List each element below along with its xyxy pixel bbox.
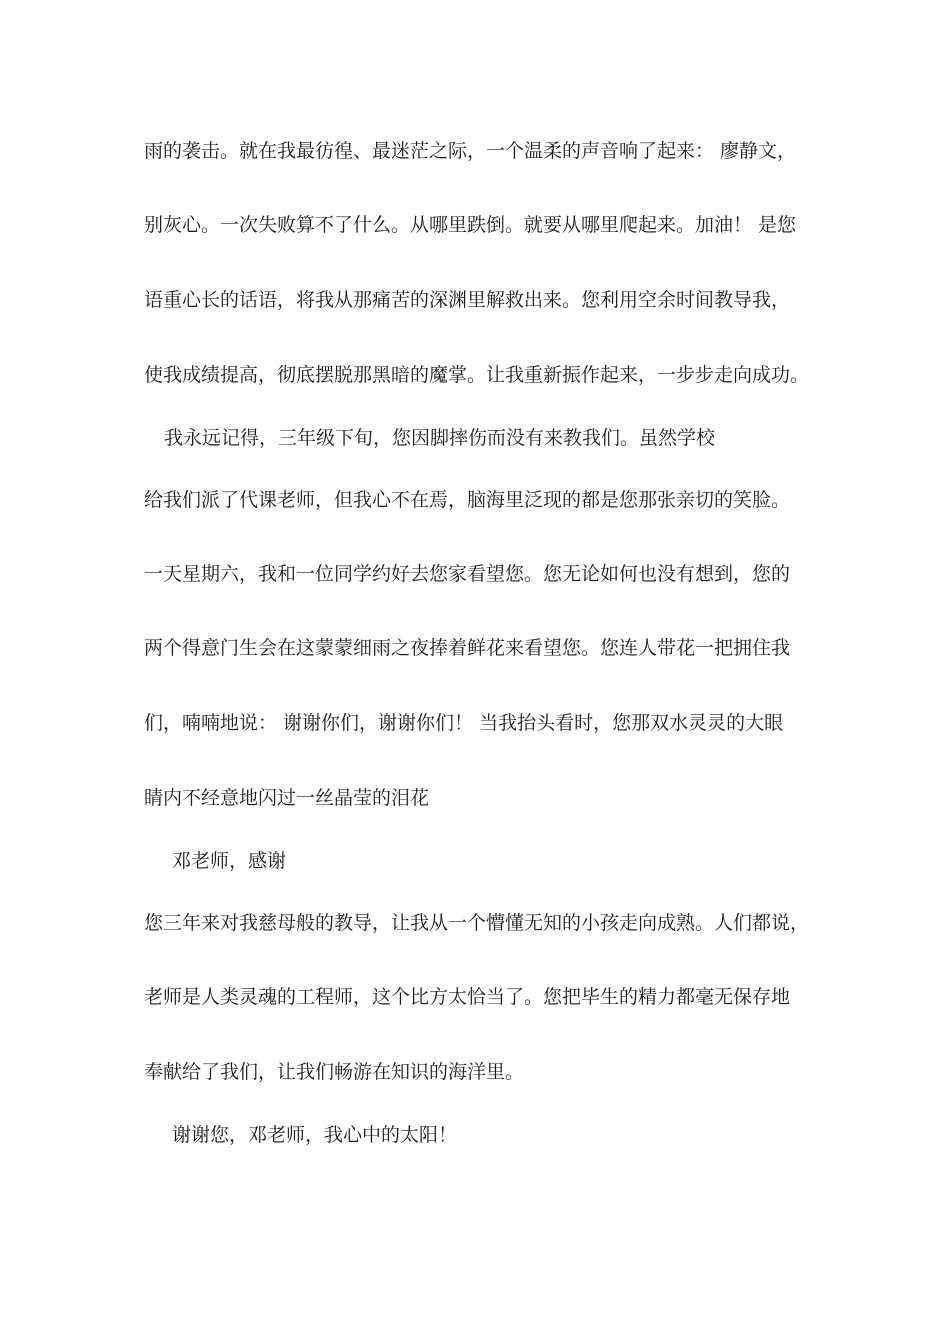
text-line: 谢谢您，邓老师，我心中的太阳！ <box>172 1124 458 1146</box>
text-line: 两个得意门生会在这蒙蒙细雨之夜捧着鲜花来看望您。您连人带花一把拥住我 <box>144 637 791 659</box>
text-line: 睛内不经意地闪过一丝晶莹的泪花 <box>144 787 430 809</box>
text-line: 我永远记得，三年级下旬，您因脚摔伤而没有来教我们。虽然学校 <box>164 427 716 449</box>
text-line: 给我们派了代课老师，但我心不在焉，脑海里泛现的都是您那张亲切的笑脸。 <box>144 489 791 511</box>
text-line: 奉献给了我们，让我们畅游在知识的海洋里。 <box>144 1061 525 1083</box>
text-line: 语重心长的话语，将我从那痛苦的深渊里解救出来。您利用空余时间教导我， <box>144 289 791 311</box>
text-line: 老师是人类灵魂的工程师，这个比方太恰当了。您把毕生的精力都毫无保存地 <box>144 986 791 1008</box>
text-line: 们，喃喃地说： 谢谢你们，谢谢你们！ 当我抬头看时，您那双水灵灵的大眼 <box>144 712 784 734</box>
text-line: 雨的袭击。就在我最彷徨、最迷茫之际，一个温柔的声音响了起来： 廖静文， <box>144 140 797 162</box>
text-line: 邓老师，感谢 <box>172 850 287 872</box>
text-line: 一天星期六，我和一位同学约好去您家看望您。您无论如何也没有想到，您的 <box>144 563 791 585</box>
text-line: 您三年来对我慈母般的教导，让我从一个懵懂无知的小孩走向成熟。人们都说， <box>144 912 810 934</box>
text-line: 别灰心。一次失败算不了什么。从哪里跌倒。就要从哪里爬起来。加油！ 是您 <box>144 214 797 236</box>
text-line: 使我成绩提高，彻底摆脱那黑暗的魔掌。让我重新振作起来，一步步走向成功。 <box>144 364 810 386</box>
